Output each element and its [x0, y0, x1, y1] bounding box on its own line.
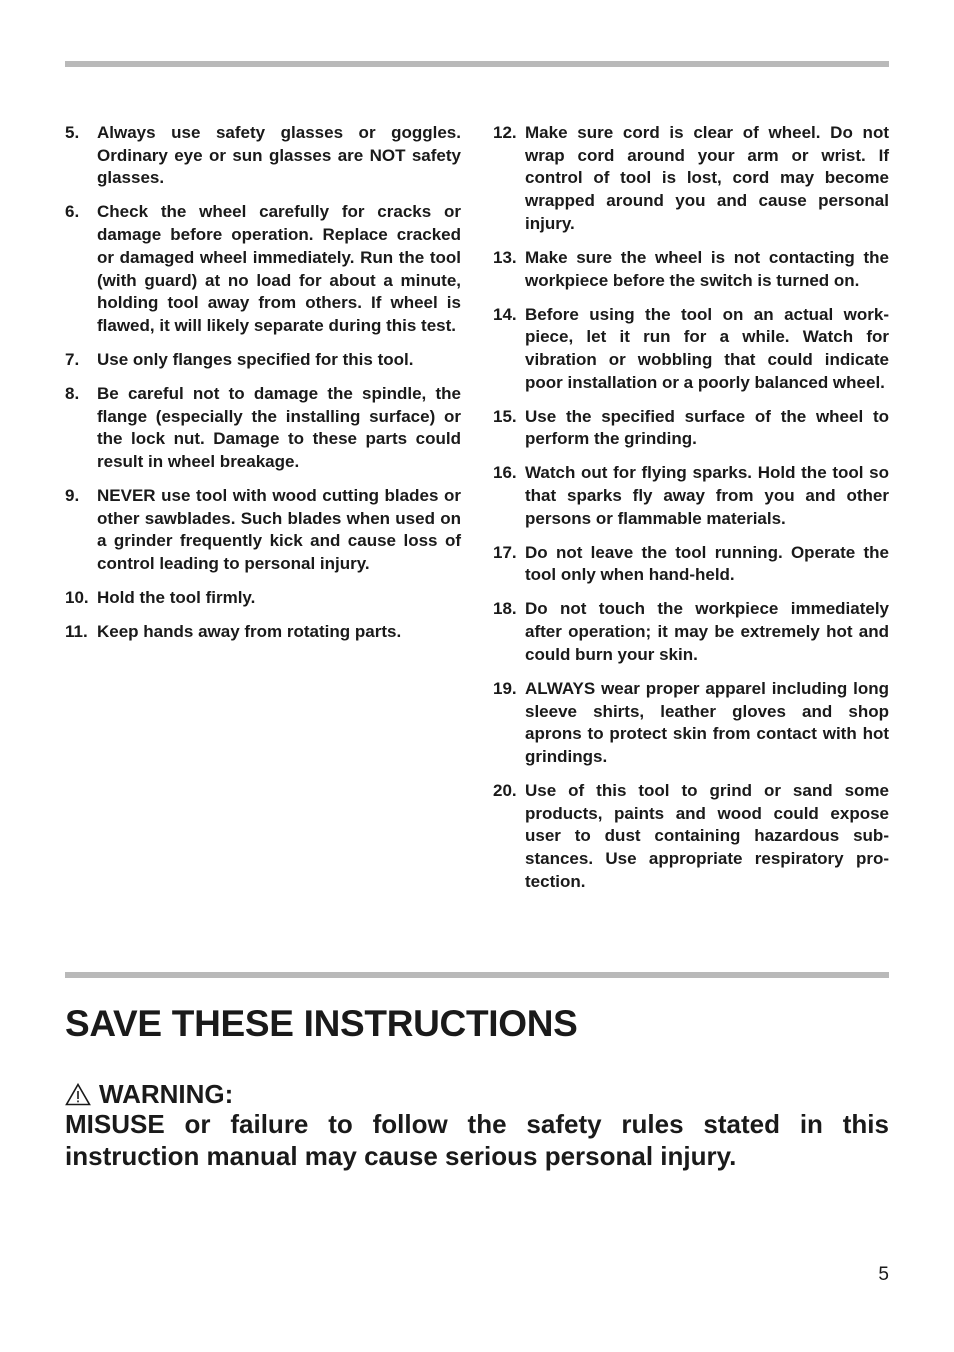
list-item [493, 542, 889, 587]
list-item [493, 122, 889, 236]
item-number: 18. [493, 599, 517, 619]
item-text: NEVER use tool with wood cutting blades or other sawblades. Such blades when used on a grinder frequently kick and cause loss of control leading to personal injury. [97, 486, 461, 574]
item-number: 6. [65, 202, 80, 222]
safety-list-right-column [493, 122, 889, 905]
item-text: Use only flanges specified for this tool. [97, 349, 414, 369]
list-item [493, 780, 889, 894]
warning-title [65, 1078, 233, 1110]
list-item [493, 304, 889, 395]
item-text: Make sure the wheel is not contacting the workpiece before the switch is turned on. [525, 247, 889, 290]
item-number: 16. [493, 463, 517, 483]
list-item [493, 462, 889, 530]
item-text: Watch out for flying sparks. Hold the tool so that sparks fly away from you and other persons or flammable materials. [525, 463, 889, 528]
safety-list-left-column [65, 122, 461, 655]
item-number: 8. [65, 383, 80, 403]
item-number: 15. [493, 406, 517, 426]
list-item [493, 598, 889, 666]
warning-text: MISUSE or failure to follow the safety rules stated in this instruction manual may cause serious personal injury. [65, 1109, 889, 1171]
page-title: SAVE THESE INSTRUCTIONS [65, 1003, 578, 1044]
item-number: 10. [65, 588, 89, 608]
list-item [65, 201, 461, 337]
item-text: Keep hands away from rotating parts. [97, 622, 402, 642]
item-text: Do not leave the tool running. Operate the tool only when hand-held. [525, 542, 889, 585]
item-number: 11. [65, 622, 88, 642]
warning-label: WARNING: [99, 1079, 234, 1109]
item-number: 5. [65, 123, 80, 142]
item-text: Use the specified surface of the wheel to perform the grinding. [525, 406, 889, 449]
list-item [493, 247, 889, 292]
item-text: Before using the tool on an actual workpiece, let it run for a while. Watch for vibration or wobbling that could indicate poor installation or a poorly balanced wheel. [525, 304, 889, 392]
item-number: 20. [493, 780, 517, 800]
list-item [65, 383, 461, 474]
item-text: Make sure cord is clear of wheel. Do not wrap cord around your arm or wrist. If control of tool is lost, cord may become wrapped around you and cause personal injury. [525, 123, 889, 233]
list-item [65, 621, 461, 644]
list-item [493, 678, 889, 769]
item-text: Always use safety glasses or goggles. Ordinary eye or sun glasses are NOT safety glasses. [97, 123, 461, 188]
list-item [65, 349, 461, 372]
warning-triangle-icon [65, 1083, 91, 1106]
page-number: 5 [878, 1264, 889, 1285]
item-text: ALWAYS wear proper apparel including long sleeve shirts, leather gloves and shop aprons to protect skin from contact with hot grindings. [525, 678, 889, 766]
item-number: 19. [493, 678, 517, 698]
item-text: Be careful not to damage the spindle, the flange (especially the installing surface) or the lock nut. Damage to these parts could result in wheel breakage. [97, 383, 461, 472]
item-text: Check the wheel carefully for cracks or damage before operation. Replace cracked or damaged wheel immediately. Run the tool (with guard) at no load for about a minute, holding tool away from others. If wheel is flawed, it will likely separate during this test. [97, 202, 461, 335]
item-text: Use of this tool to grind or sand some products, paints and wood could expose user to dust containing hazardous substances. Use appropriate respiratory protection. [525, 780, 889, 891]
item-number: 12. [493, 123, 517, 142]
item-number: 17. [493, 542, 517, 562]
item-text: Do not touch the workpiece immediately after operation; it may be extremely hot and could burn your skin. [525, 599, 889, 664]
item-text: Hold the tool firmly. [97, 588, 256, 608]
section-divider [65, 972, 889, 978]
list-item [65, 122, 461, 190]
item-number: 14. [493, 304, 517, 324]
item-number: 13. [493, 247, 517, 267]
list-item [65, 485, 461, 576]
top-divider [65, 61, 889, 67]
list-item [65, 587, 461, 610]
item-number: 9. [65, 486, 80, 506]
list-item [493, 406, 889, 451]
item-number: 7. [65, 349, 80, 369]
